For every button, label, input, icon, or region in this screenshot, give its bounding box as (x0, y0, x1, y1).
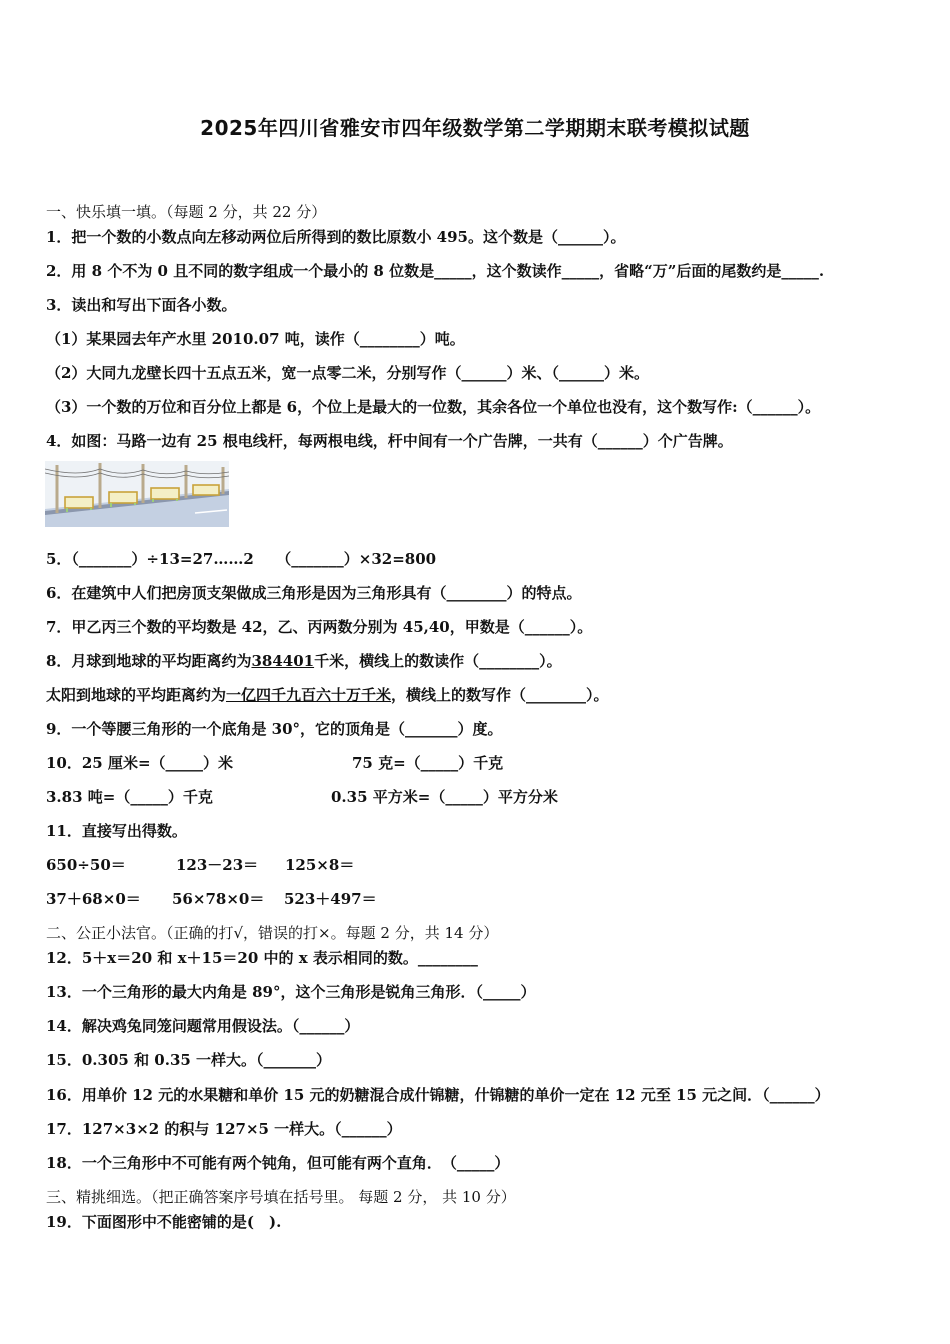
question-8b-number: 一亿四千九百六十万千米 (226, 686, 392, 704)
calc-item: 523＋497＝ (284, 890, 377, 908)
calc-item: 125×8＝ (285, 856, 355, 874)
question-1: 1．把一个数的小数点向左移动两位后所得到的数比原数小 495。这个数是（______）。 (46, 228, 626, 246)
question-8b (46, 685, 609, 705)
calc-item: 37＋68×0＝ (46, 890, 141, 908)
question-8b-prefix: 太阳到地球的平均距离约为 (46, 686, 227, 704)
question-17: 17．127×3×2 的积与 127×5 一样大。（______） (46, 1120, 402, 1138)
question-10d: 0.35 平方米=（_____）平方分米 (331, 788, 558, 806)
question-16: 16．用单价 12 元的水果糖和单价 15 元的奶糖混合成什锦糖，什锦糖的单价一定在 12 元至 15 元之间．（______） (46, 1086, 830, 1104)
question-2: 2．用 8 个不为 0 且不同的数字组成一个最小的 8 位数是_____，这个数读作_____，省略“万”后面的尾数约是_____. (46, 262, 825, 280)
question-14: 14．解决鸡兔同笼问题常用假设法。（______） (46, 1017, 360, 1035)
question-15: 15．0.305 和 0.35 一样大。（_______） (46, 1051, 332, 1069)
question-6: 6．在建筑中人们把房顶支架做成三角形是因为三角形具有（________）的特点。 (46, 584, 582, 602)
question-3: 3．读出和写出下面各小数。 (46, 296, 237, 314)
question-19: 19．下面图形中不能密铺的是( ). (46, 1213, 282, 1231)
question-4: 4．如图：马路一边有 25 根电线杆，每两根电线，杆中间有一个广告牌，一共有（______）个广告牌。 (46, 432, 733, 450)
page-title: 2025年四川省雅安市四年级数学第二学期期末联考模拟试题 (200, 116, 750, 140)
question-8-suffix: 千米，横线上的数读作（________）。 (314, 652, 562, 670)
question-3-3: （3）一个数的万位和百分位上都是 6，个位上是最大的一位数，其余各位一个单位也没有，这个数写作:（______）。 (46, 398, 821, 416)
section3-heading: 三、精挑细选。（把正确答案序号填在括号里。 每题 2 分， 共 10 分） (46, 1188, 516, 1206)
question-8-number: 384401 (251, 652, 315, 670)
calc-item: 650÷50＝ (46, 856, 126, 874)
question-10a: 10．25 厘米=（_____）米 (46, 754, 234, 772)
question-3-2: （2）大同九龙壁长四十五点五米，宽一点零二米，分别写作（______）米、（______）米。 (46, 364, 649, 382)
question-8-prefix: 8．月球到地球的平均距离约为 (46, 652, 252, 670)
question-10c: 3.83 吨=（_____）千克 (46, 788, 213, 806)
question-18: 18．一个三角形中不可能有两个钝角，但可能有两个直角． （_____） (46, 1154, 510, 1172)
question-5: 5．（_______）÷13=27……2 （_______）×32=800 (46, 550, 437, 568)
question-3-1: （1）某果园去年产水里 2010.07 吨，读作（________）吨。 (46, 330, 465, 348)
section1-heading: 一、快乐填一填。（每题 2 分，共 22 分） (46, 203, 327, 221)
question-8b-suffix: ，横线上的数写作（________）。 (391, 686, 609, 704)
question-7: 7．甲乙丙三个数的平均数是 42，乙、丙两数分别为 45,40，甲数是（______）。 (46, 618, 593, 636)
section2-heading: 二、公正小法官。（正确的打√，错误的打×。每题 2 分，共 14 分） (46, 924, 499, 942)
calc-item: 56×78×0＝ (172, 890, 265, 908)
question-13: 13．一个三角形的最大内角是 89°，这个三角形是锐角三角形．（_____） (46, 983, 536, 1001)
road-utility-poles-illustration (45, 461, 229, 527)
calc-item: 123－23＝ (176, 856, 259, 874)
question-8 (46, 651, 562, 671)
question-12: 12．5＋x＝20 和 x＋15＝20 中的 x 表示相同的数。________ (46, 949, 478, 967)
question-9: 9．一个等腰三角形的一个底角是 30°，它的顶角是（_______）度。 (46, 720, 503, 738)
question-11: 11．直接写出得数。 (46, 822, 187, 840)
question-10b: 75 克=（_____）千克 (352, 754, 504, 772)
